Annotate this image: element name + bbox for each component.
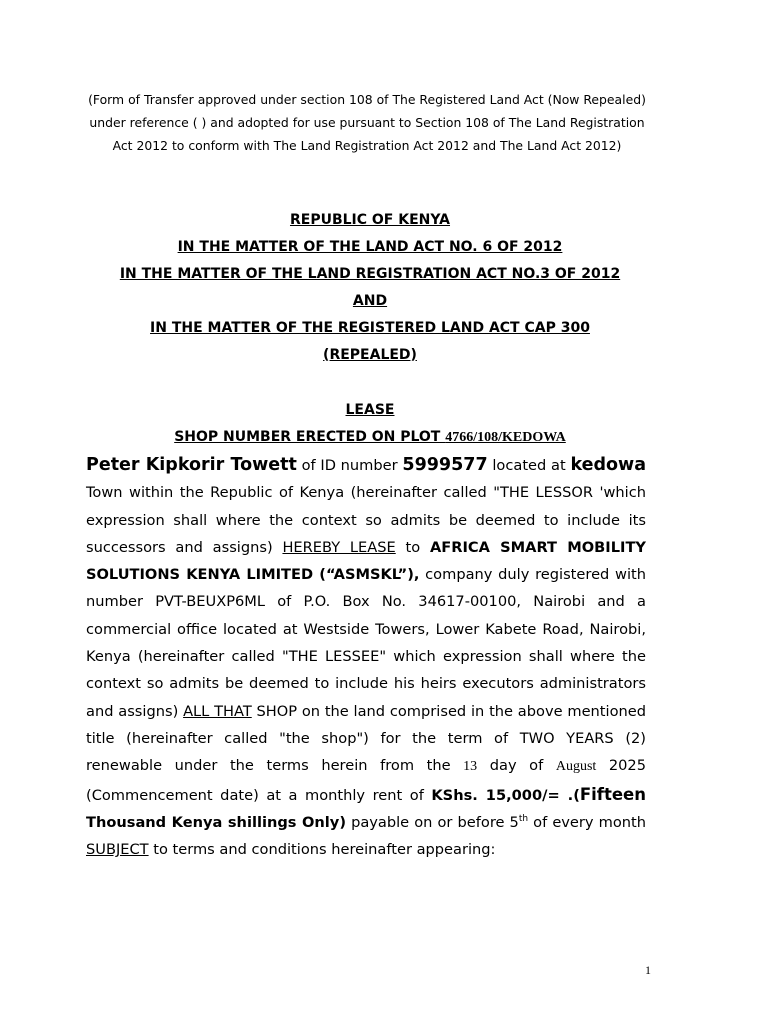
plot-number: 4766/108/KEDOWA — [445, 430, 566, 445]
lessor-name: Peter Kipkorir Towett — [86, 455, 297, 475]
form-preamble: (Form of Transfer approved under section 108 of The Registered Land Act (Now Repealed) under reference ( ) and adopted for use pursuant to Section 108 of The Land Registration Act 2012 to conform with The Land Registration Act 2012 and The Land Act 2012) — [88, 92, 646, 153]
shop-title-prefix: SHOP NUMBER ERECTED ON PLOT — [174, 429, 446, 445]
heading-and: AND — [352, 293, 388, 309]
body-text-7: day of — [477, 757, 556, 775]
subject-word: SUBJECT — [86, 841, 149, 859]
body-text-11: to terms and conditions hereinafter appearing: — [148, 841, 496, 859]
body-text-6: SHOP on the land comprised in the above mentioned title (hereinafter called "the shop") for the term of TWO YEARS (2) renewable under the terms herein from the — [86, 702, 646, 775]
heading-registered-land-act: IN THE MATTER OF THE REGISTERED LAND ACT CAP 300 — [150, 320, 590, 336]
heading-land-act: IN THE MATTER OF THE LAND ACT NO. 6 OF 2012 — [177, 239, 563, 255]
lease-title: LEASE — [345, 402, 395, 418]
page-number: 1 — [645, 963, 651, 977]
lessor-location: kedowa — [570, 455, 647, 475]
commencement-month: August — [555, 759, 597, 775]
ordinal-suffix: th — [518, 814, 529, 824]
lessee-name: AFRICA SMART MOBILITY SOLUTIONS KENYA LIMITED (“ASMSKL”), — [86, 538, 646, 584]
rent-word-fifteen: Fifteen — [579, 784, 646, 804]
rent-amount: KShs. 15,000/= .( — [431, 786, 580, 804]
commencement-day: 13 — [463, 759, 478, 775]
body-text-4: to — [395, 538, 430, 556]
hereby-lease: HEREBY LEASE — [282, 538, 396, 556]
heading-republic: REPUBLIC OF KENYA — [289, 212, 451, 228]
body-text-8: 2025 (Commencement date) at a monthly rent of — [86, 757, 647, 804]
heading-repealed: (REPEALED) — [323, 347, 417, 363]
body-text-1: of ID number — [296, 457, 403, 474]
heading-land-registration-act: IN THE MATTER OF THE LAND REGISTRATION ACT NO.3 OF 2012 — [119, 266, 621, 282]
id-number: 5999577 — [402, 455, 488, 475]
shop-title — [86, 425, 654, 450]
body-text-9: payable on or before 5 — [346, 813, 519, 831]
body-text-10: of every month — [528, 813, 646, 831]
all-that: ALL THAT — [183, 702, 252, 720]
lease-body-paragraph — [86, 452, 646, 863]
body-text-2: located at — [487, 457, 571, 474]
body-text-3: Town within the Republic of Kenya (hereinafter called "THE LESSOR 'which expression shall where the context so admits be deemed to include its successors and assigns) — [86, 484, 646, 556]
rent-words: Thousand Kenya shillings Only) — [86, 813, 346, 831]
matter-headings — [86, 208, 654, 370]
body-text-5: company duly registered with number PVT-BEUXP6ML of P.O. Box No. 34617-00100, Nairobi and a commercial office located at Westside Towers, Lower Kabete Road, Nairobi, Kenya (hereinafter called "THE LESSEE" which expression shall where the context so admits be deemed to include his heirs executors administrators and assigns) — [86, 566, 647, 720]
